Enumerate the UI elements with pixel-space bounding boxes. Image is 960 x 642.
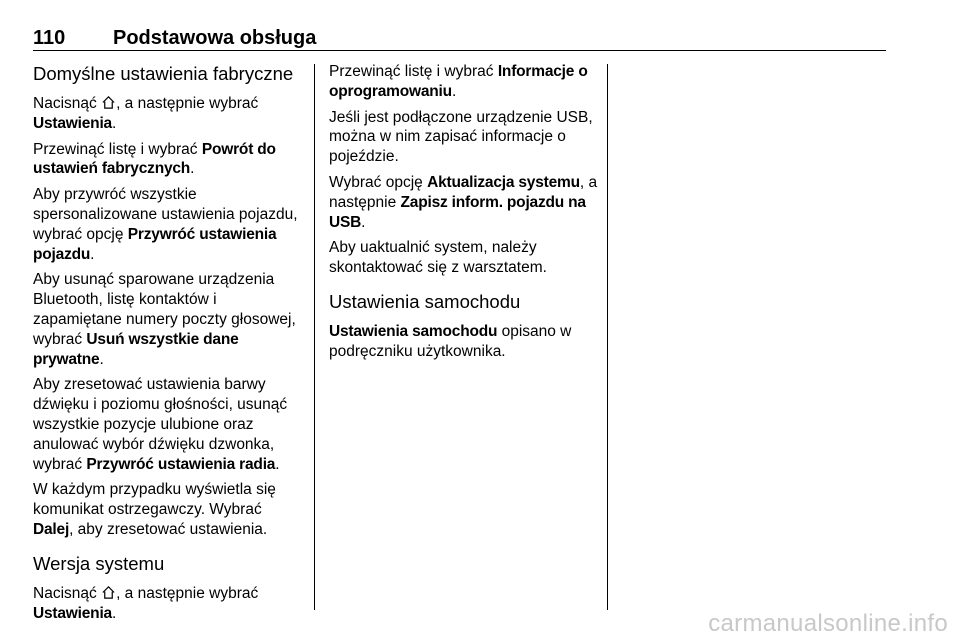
- page-number: 110: [33, 27, 66, 49]
- paragraph: Aby zresetować ustawienia barwy dźwięku i poziomu głośności, usunąć wszystkie pozycje ulubione oraz anulować wybór dźwięku dzwonka, wybrać Przywróć ustawienia radia.: [33, 376, 288, 473]
- chapter-title: Podstawowa obsługa: [113, 27, 317, 49]
- column-divider: [607, 64, 608, 610]
- paragraph: W każdym przypadku wyświetla się komunikat ostrzegawczy. Wybrać Dalej, aby zresetować ustawienia.: [33, 481, 276, 538]
- paragraph: Przewinąć listę i wybrać Informacje o oprogramowaniu.: [329, 63, 588, 100]
- section-title-system-version: Wersja systemu: [33, 552, 165, 574]
- paragraph: Wybrać opcję Aktualizacja systemu, a następnie Zapisz inform. pojazdu na USB.: [329, 173, 598, 231]
- paragraph: Nacisnąć , a następnie wybrać Ustawienia.: [33, 584, 259, 622]
- paragraph: Nacisnąć , a następnie wybrać Ustawienia.: [33, 95, 259, 132]
- paragraph: Aby uaktualnić system, należy skontaktować się z warsztatem.: [329, 239, 547, 277]
- paragraph: Ustawienia samochodu opisano w podręczniku użytkownika.: [329, 322, 572, 360]
- section-title-vehicle-settings: Ustawienia samochodu: [329, 290, 521, 312]
- column-1: [33, 62, 305, 629]
- watermark: carmanualsonline.info: [708, 610, 948, 637]
- paragraph: Przewinąć listę i wybrać Powrót do ustawień fabrycznych.: [33, 140, 276, 178]
- header-rule: [33, 50, 886, 51]
- home-icon: [101, 585, 116, 600]
- column-2: [329, 62, 599, 368]
- paragraph: Aby przywróć wszystkie spersonalizowane ustawienia pojazdu, wybrać opcję Przywróć ustawienia pojazdu.: [33, 186, 298, 263]
- paragraph: Jeśli jest podłączone urządzenie USB, można w nim zapisać informacje o pojeździe.: [329, 108, 593, 166]
- page-header: [33, 27, 886, 49]
- home-icon: [101, 95, 116, 110]
- paragraph: Aby usunąć sparowane urządzenia Bluetooth, listę kontaktów i zapamiętane numery poczty głosowej, wybrać Usuń wszystkie dane prywatne.: [33, 271, 296, 368]
- section-title-factory-settings: Domyślne ustawienia fabryczne: [33, 63, 294, 84]
- column-divider: [314, 64, 315, 610]
